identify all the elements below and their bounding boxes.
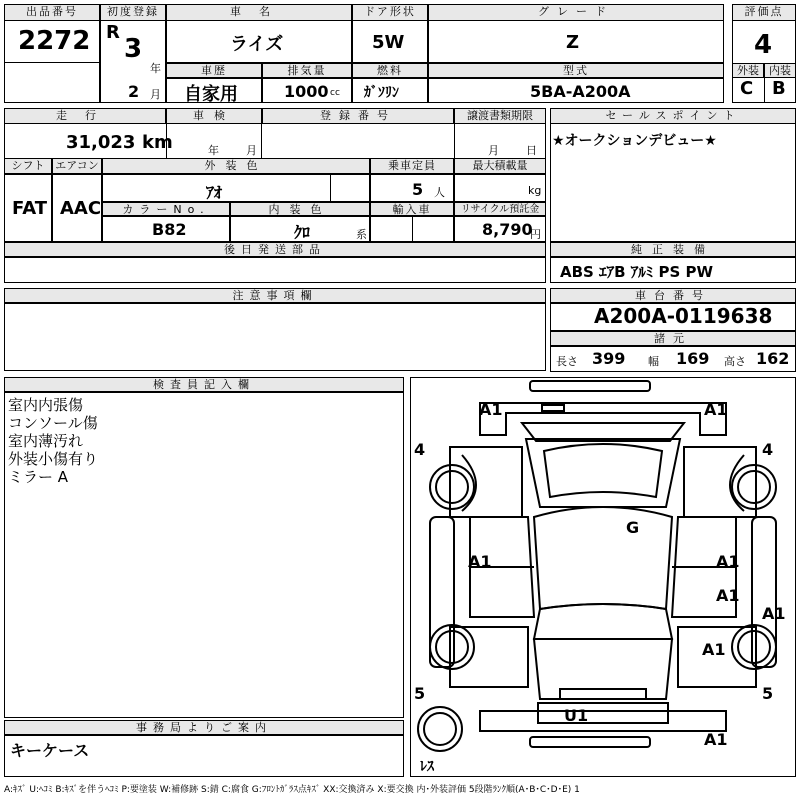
width-value: 169 (676, 349, 710, 368)
diagram-mark: A1 (479, 400, 503, 419)
fuel-label: 燃料 (352, 63, 428, 78)
model-label: 型式 (428, 63, 724, 78)
height-value: 162 (756, 349, 790, 368)
displacement-label: 排気量 (262, 63, 352, 78)
diagram-mark: A1 (468, 552, 492, 571)
import-divider (412, 216, 413, 242)
exterior-grade: C (740, 78, 754, 99)
max-load-unit: kg (528, 184, 542, 197)
shift-label: シフト (4, 158, 52, 174)
max-load-label: 最大積載量 (454, 158, 546, 174)
insp-month-unit: 月 (246, 144, 257, 157)
chassis-number: A200A-0119638 (594, 304, 773, 328)
inspector-line: 室内内張傷 (8, 396, 84, 414)
notes-box (4, 303, 546, 371)
int-color-value: ｸﾛ (294, 223, 311, 242)
diagram-mark: G (626, 518, 640, 537)
spec-label: 諸元 (550, 331, 796, 346)
insp-year-unit: 年 (208, 144, 219, 157)
diagram-mark: A1 (704, 400, 728, 419)
score-value: 4 (754, 30, 773, 60)
diagram-mark: A1 (716, 586, 740, 605)
door-label: ドア形状 (352, 4, 428, 21)
inspector-label: 検査員記入欄 (4, 377, 404, 392)
sales-label: セールスポイント (550, 108, 796, 124)
equipment-text: ABS ｴｱB ｱﾙﾐ PS PW (560, 263, 714, 281)
displacement-unit: cc (330, 88, 340, 98)
door-type: 5W (372, 32, 405, 53)
mileage-value: 31,023 (66, 132, 136, 153)
model-value: 5BA-A200A (530, 82, 631, 101)
car-name: ライズ (230, 34, 284, 55)
color-label: 外装色 (102, 158, 370, 174)
plate-label: 登録番号 (262, 108, 454, 124)
import-label: 輸入車 (370, 202, 454, 216)
fuel-value: ｶﾞｿﾘﾝ (364, 85, 399, 101)
history-label: 車歴 (166, 63, 262, 78)
diagram-mark: A1 (716, 552, 740, 571)
inspector-line: コンソール傷 (8, 414, 98, 432)
displacement-value: 1000 (284, 82, 329, 101)
recycle-label: リサイクル預託金 (454, 202, 546, 216)
inspector-line: 外装小傷有り (8, 450, 99, 468)
grade-divider (764, 78, 765, 103)
color-value: ｱｵ (206, 183, 223, 202)
lot-label: 出品番号 (4, 4, 100, 21)
grade-value: Z (566, 32, 580, 53)
shift-value: FAT (12, 198, 48, 219)
capacity-label: 乗車定員 (370, 158, 454, 174)
ac-label: エアコン (52, 158, 102, 174)
diagram-mark: 5 (414, 684, 426, 703)
transfer-label: 譲渡書類期限 (454, 108, 546, 124)
car-diagram (410, 377, 796, 777)
equipment-label: 純正装備 (550, 242, 796, 257)
width-label: 幅 (648, 355, 659, 368)
mileage-unit: km (142, 132, 173, 153)
later-parts-box (4, 257, 546, 283)
color-divider (330, 174, 331, 202)
era: R (106, 22, 120, 43)
score-label: 評価点 (732, 4, 796, 21)
later-parts-label: 後日発送部品 (4, 242, 546, 257)
interior-label: 内装 (764, 63, 796, 78)
exterior-label: 外装 (732, 63, 764, 78)
height-label: 高さ (724, 355, 746, 368)
office-text: キーケース (10, 741, 90, 760)
ac-value: AAC (60, 198, 102, 219)
capacity-unit: 人 (434, 186, 445, 199)
int-color-label: 内装色 (230, 202, 370, 216)
transfer-day-unit: 日 (526, 144, 537, 157)
first-reg-label: 初度登録 (100, 4, 166, 21)
mileage-label: 走行 (4, 108, 166, 124)
month-unit: 月 (150, 88, 161, 101)
reg-year: 3 (124, 34, 143, 64)
diagram-mark: 4 (762, 440, 774, 459)
length-label: 長さ (556, 355, 578, 368)
capacity-value: 5 (412, 180, 424, 199)
chassis-label: 車台番号 (550, 288, 796, 303)
recycle-value: 8,790 (482, 220, 533, 239)
reg-month: 2 (128, 82, 140, 101)
diagram-mark: 4 (414, 440, 426, 459)
office-label: 事務局よりご案内 (4, 720, 404, 735)
recycle-unit: 円 (530, 228, 541, 241)
diagram-mark: A1 (704, 730, 728, 749)
color-no-label: カラーNo. (102, 202, 230, 216)
sales-text: ★オークションデビュー★ (552, 133, 717, 149)
diagram-mark: ﾚｽ (420, 759, 434, 775)
legend: A:ｷｽﾞ U:ﾍｺﾐ B:ｷｽﾞを伴うﾍｺﾐ P:要塗装 W:補修跡 S:錆 C:腐食 G:ﾌﾛﾝﾄｶﾞﾗｽ点ｷｽﾞ XX:交換済み X:要交換 内･外装評価 5段階ﾗﾝｸ順(A･B･C･D･E) 1 (4, 785, 580, 795)
lot-number: 2272 (18, 26, 91, 56)
diagram-mark: A1 (762, 604, 786, 623)
notes-label: 注意事項欄 (4, 288, 546, 303)
inspection-label: 車検 (166, 108, 262, 124)
diagram-mark: A1 (702, 640, 726, 659)
diagram-mark: U1 (564, 706, 589, 725)
length-value: 399 (592, 349, 626, 368)
name-label: 車名 (166, 4, 352, 21)
inspector-line: ミラー A (8, 468, 69, 486)
int-color-suffix: 系 (356, 228, 367, 241)
color-no-value: B82 (152, 220, 187, 239)
inspector-line: 室内薄汚れ (8, 432, 84, 450)
grade-label: グレード (428, 4, 724, 21)
lot-divider (4, 62, 100, 63)
history-value: 自家用 (184, 84, 238, 105)
diagram-mark: 5 (762, 684, 774, 703)
sales-box (550, 108, 796, 242)
year-unit: 年 (150, 62, 161, 75)
interior-grade: B (772, 78, 786, 99)
transfer-month-unit: 月 (488, 144, 499, 157)
